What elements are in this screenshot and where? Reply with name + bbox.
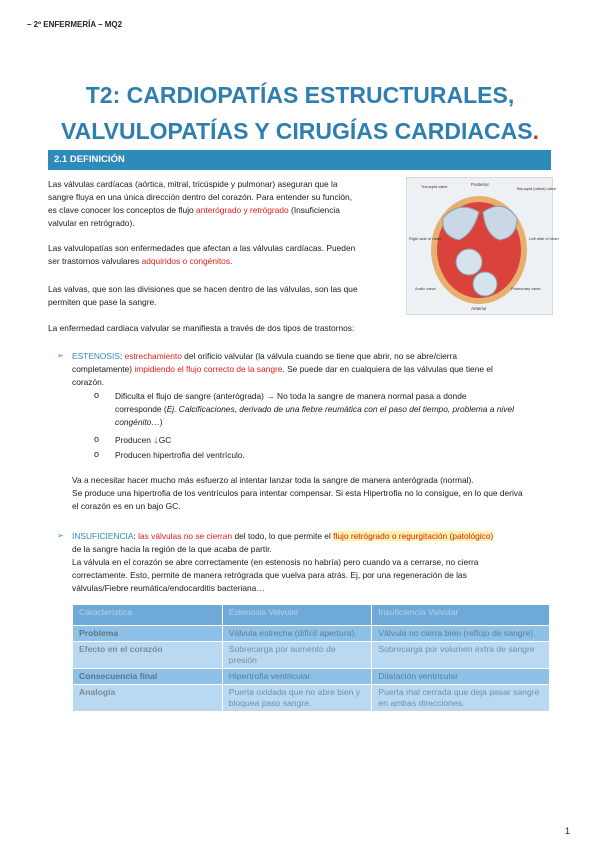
comparison-table bbox=[72, 604, 550, 712]
title-line-2: VALVULOPATÍAS Y CIRUGÍAS CARDIACAS. bbox=[61, 118, 539, 144]
intro-p2-line2: ser trastornos valvulares adquiridos o congénitos. bbox=[48, 256, 233, 266]
page-title bbox=[0, 77, 600, 149]
table-cell: Efecto en el corazón bbox=[73, 642, 223, 669]
label-left-side: Left side of heart bbox=[529, 236, 559, 241]
table-cell: Consecuencia final bbox=[73, 669, 223, 685]
table-row bbox=[73, 669, 550, 685]
label-aortic: Aortic valve bbox=[415, 286, 436, 291]
intro-p2-line1: Las valvulopatías son enfermedades que afectan a las válvulas cardíacas. Pueden bbox=[48, 243, 356, 253]
insuficiencia-line2: de la sangre hacia la región de la que acaba de partir. bbox=[72, 544, 272, 554]
intro-p4: La enfermedad cardiaca valvular se manifiesta a través de dos tipos de trastornos: bbox=[48, 323, 355, 333]
aortic-valve-shape bbox=[456, 249, 482, 275]
intro-p3-line1: Las valvas, que son las divisiones que se hacen dentro de las válvulas, son las que bbox=[48, 284, 358, 294]
intro-p1-line1: Las válvulas cardíacas (aórtica, mitral, tricúspide y pulmonar) aseguran que la bbox=[48, 179, 338, 189]
label-posterior: Posterior bbox=[471, 182, 490, 187]
table-cell: Válvula no cierra bien (reflujo de sangre). bbox=[372, 626, 550, 642]
label-mitral: Bicuspid (mitral) valve bbox=[517, 186, 557, 191]
estenosis-note1: Va a necesitar hacer mucho más esfuerzo al intentar lanzar toda la sangre de manera anterógrada (normal). bbox=[72, 475, 474, 485]
heart-valves-illustration bbox=[406, 177, 559, 315]
table-cell: Sobrecarga por aumento de presión bbox=[222, 642, 372, 669]
table-cell: Sobrecarga por volumen extra de sangre bbox=[372, 642, 550, 669]
intro-p1-line2: sangre fluya en una única dirección dentro del corazón. Para entender su función, bbox=[48, 192, 353, 202]
insuficiencia-line3: La válvula en el corazón se abre correctamente (en estenosis no habría) pero cuando va a cerrarse, no cierra bbox=[72, 557, 479, 567]
estenosis-line2: completamente) impidiendo el flujo correcto de la sangre. Se puede dar en cualquiera de las válvulas que tiene el bbox=[72, 364, 493, 374]
estenosis-line3: corazón. bbox=[72, 377, 105, 387]
estenosis-bullet1-line2: corresponde (Ej. Calcificaciones, derivado de una fiebre reumática con el paso del tiempo, problema a nivel bbox=[115, 404, 514, 414]
table-row bbox=[73, 626, 550, 642]
table-cell: Dilatación ventricular bbox=[372, 669, 550, 685]
section-heading: 2.1 DEFINICIÓN bbox=[54, 154, 125, 165]
insuficiencia-arrow-icon: ➢ bbox=[57, 531, 64, 540]
estenosis-bullet1-line1: Dificulta el flujo de sangre (anterógrada) → No toda la sangre de manera normal pasa a donde bbox=[115, 391, 467, 401]
insuficiencia-line5: válvulas/Fiebre reumática/endocarditis bacteriana… bbox=[72, 583, 265, 593]
estenosis-note3: el corazón es en un bajo GC. bbox=[72, 501, 181, 511]
table-cell: Válvula estrecha (difícil apertura). bbox=[222, 626, 372, 642]
table-header: Característica bbox=[73, 605, 223, 626]
intro-p3-line2: permiten que pase la sangre. bbox=[48, 297, 157, 307]
table-header: Estenosis Valvular bbox=[222, 605, 372, 626]
estenosis-bullet3: Producen hipertrofia del ventrículo. bbox=[115, 450, 245, 460]
bullet-icon: o bbox=[94, 390, 100, 400]
table-row bbox=[73, 685, 550, 712]
intro-p1-line3: es clave conocer los conceptos de flujo anterógrado y retrógrado (Insuficiencia bbox=[48, 205, 340, 215]
table-header: Insuficiencia Valvular bbox=[372, 605, 550, 626]
label-right-side: Right side of heart bbox=[409, 236, 442, 241]
estenosis-note2: Se produce una hipertrofia de los ventrículos para intentar compensar. Si esta Hipertrofia no lo consigue, en lo que deriva bbox=[72, 488, 523, 498]
title-line-1: T2: CARDIOPATÍAS ESTRUCTURALES, bbox=[85, 82, 515, 108]
table-row bbox=[73, 642, 550, 669]
table-cell: Puerta oxidada que no abre bien y bloquea paso sangre. bbox=[222, 685, 372, 712]
pulmonary-valve-shape bbox=[473, 272, 497, 296]
estenosis-line1: ESTENOSIS: estrechamiento del orificio valvular (la válvula cuando se tiene que abrir, no se abre/cierra bbox=[72, 351, 457, 361]
bullet-icon: o bbox=[94, 434, 100, 444]
table-cell: Puerta mal cerrada que deja pasar sangre en ambas direcciones. bbox=[372, 685, 550, 712]
estenosis-bullet1-line3: congénito…) bbox=[115, 417, 163, 427]
heart-valves-diagram bbox=[407, 178, 559, 314]
page-header: – 2º ENFERMERÍA – MQ2 bbox=[27, 20, 123, 29]
intro-p1-line4: valvular en retrógrado). bbox=[48, 218, 135, 228]
insuficiencia-line1: INSUFICIENCIA: las válvulas no se cierran del todo, lo que permite el flujo retrógrado o regurgitación (patológico) bbox=[72, 531, 494, 541]
table-cell: Problema bbox=[73, 626, 223, 642]
estenosis-bullet2: Producen ↓GC bbox=[115, 434, 172, 446]
insuficiencia-line4: correctamente. Esto, permite de manera retrógrada que vuelva para atrás. Ej, por una regeneración de las bbox=[72, 570, 467, 580]
section-heading-bar bbox=[48, 150, 551, 170]
table-cell: Analogía bbox=[73, 685, 223, 712]
bullet-icon: o bbox=[94, 449, 100, 459]
table-header-row bbox=[73, 605, 550, 626]
label-tricuspid: Tricuspid valve bbox=[421, 184, 448, 189]
estenosis-arrow-icon: ➢ bbox=[57, 351, 64, 360]
page-number: 1 bbox=[565, 826, 571, 836]
label-pulmonary: Pulmonary valve bbox=[511, 286, 541, 291]
label-anterior: Anterior bbox=[471, 306, 487, 311]
table-cell: Hipertrofia ventricular. bbox=[222, 669, 372, 685]
